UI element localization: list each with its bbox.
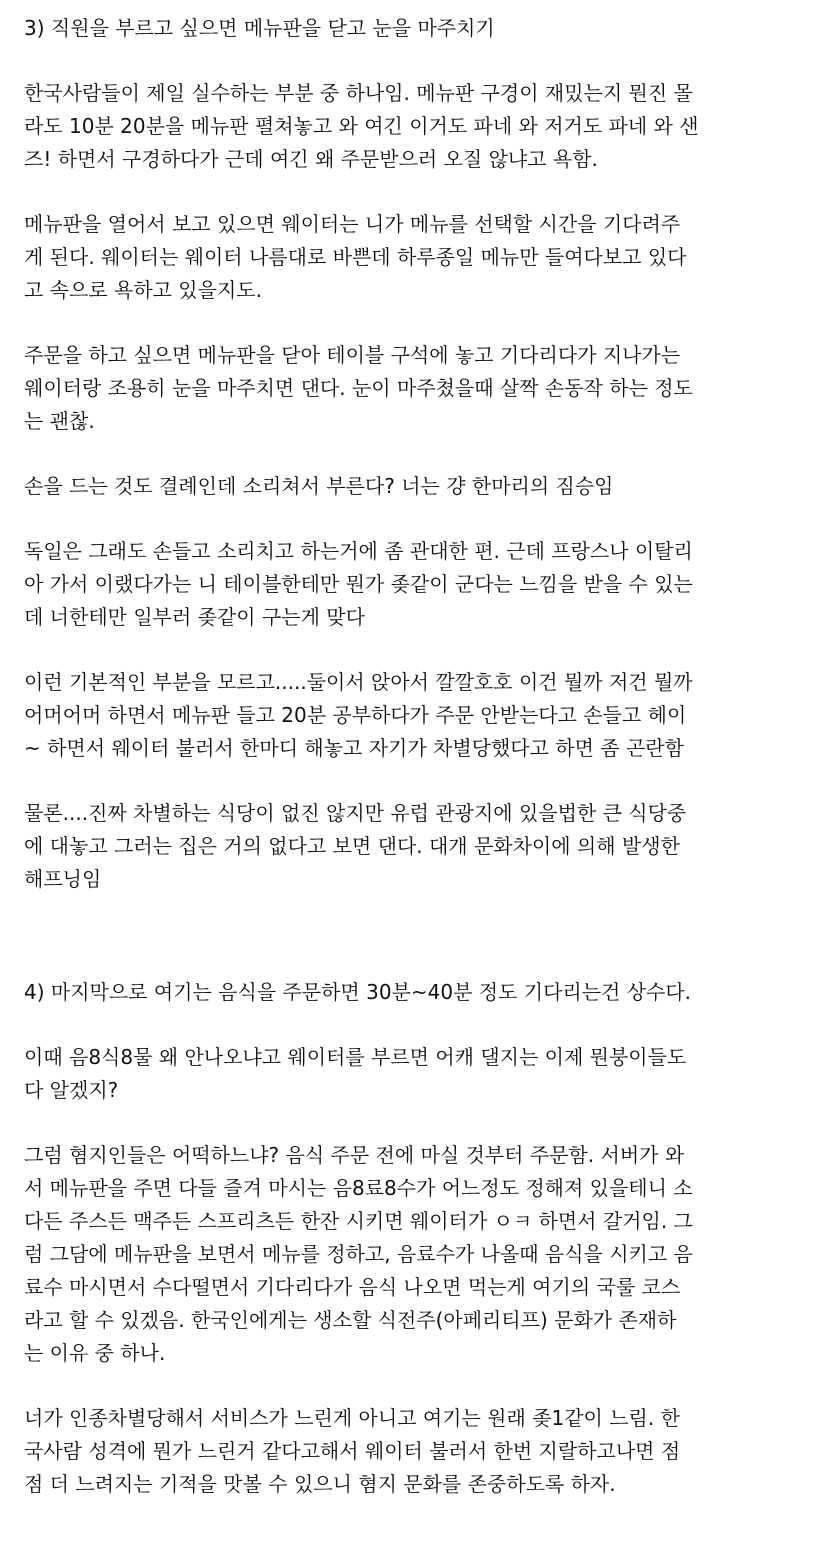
section-3-paragraph-4: 손을 드는 것도 결례인데 소리쳐서 부른다? 너는 걍 한마리의 짐승임 [24, 474, 614, 498]
section-4-heading: 4) 마지막으로 여기는 음식을 주문하면 30분~40분 정도 기다리는건 상수다. [24, 980, 692, 1004]
section-3-paragraph-3: 주문을 하고 싶으면 메뉴판을 닫아 테이블 구석에 놓고 기다리다가 지나가는 웨이터랑 조용히 눈을 마주치면 댄다. 눈이 마주쳤을때 살짝 손동작 하는 정도 는 괜찮. [24, 343, 693, 433]
section-3-paragraph-5: 독일은 그래도 손들고 소리치고 하는거에 좀 관대한 편. 근데 프랑스나 이탈리 아 가서 이랬다가는 니 테이블한테만 뭔가 좆같이 군다는 느낌을 받을 수 있는 데 너한테만 일부러 좆같이 구는게 맞다 [24, 539, 693, 629]
section-3-paragraph-7: 물론....진짜 차별하는 식당이 없진 않지만 유럽 관광지에 있을법한 큰 식당중 에 대놓고 그러는 집은 거의 없다고 보면 댄다. 대개 문화차이에 의해 발생한 해프닝임 [24, 801, 687, 891]
section-4-paragraph-2: 그럼 혐지인들은 어떡하느냐? 음식 주문 전에 마실 것부터 주문함. 서버가 와 서 메뉴판을 주면 다들 즐겨 마시는 음8료8수가 어느정도 정해져 있을테니 소 다든 주스든 맥주든 스프리츠든 한잔 시키면 웨이터가 ㅇㅋ 하면서 갈거임. 그 럼 그담에 메뉴판을 보면서 메뉴를 정하고, 음료수가 나올때 음식을 시키고 음 료수 마시면서 수다떨면서 기다리다가 음식 나오면 먹는게 여기의 국룰 코스 라고 할 수 있겠음. 한국인에게는 생소할 식전주(아페리티프) 문화가 존재하 는 이유 중 하나. [24, 1143, 693, 1365]
section-3-paragraph-1: 한국사람들이 제일 실수하는 부분 중 하나임. 메뉴판 구경이 재밌는지 뭔진 몰 라도 10분 20분을 메뉴판 펼쳐놓고 와 여긴 이거도 파네 와 저거도 파네 와 샌 즈! 하면서 구경하다가 근데 여긴 왜 주문받으러 오질 않냐고 욕함. [24, 81, 699, 171]
section-3-paragraph-6: 이런 기본적인 부분을 모르고.....둘이서 앉아서 깔깔호호 이건 뭘까 저건 뭘까 어머어머 하면서 메뉴판 들고 20분 공부하다가 주문 안받는다고 손들고 헤이 ~ 하면서 웨이터 불러서 한마디 해놓고 자기가 차별당했다고 하면 좀 곤란함 [24, 670, 693, 760]
section-3-paragraph-2: 메뉴판을 열어서 보고 있으면 웨이터는 니가 메뉴를 선택할 시간을 기다려주 게 된다. 웨이터는 웨이터 나름대로 바쁜데 하루종일 메뉴만 들여다보고 있다 고 속으로 욕하고 있을지도. [24, 212, 687, 302]
section-3-heading: 3) 직원을 부르고 싶으면 메뉴판을 닫고 눈을 마주치기 [24, 16, 495, 40]
section-4-paragraph-1: 이때 음8식8물 왜 안나오냐고 웨이터를 부르면 어캐 댈지는 이제 뭔붕이들도 다 알겠지? [24, 1045, 687, 1102]
section-spacer [24, 928, 816, 976]
section-4-paragraph-3: 너가 인종차별당해서 서비스가 느린게 아니고 여기는 원래 좆1같이 느림. 한 국사람 성격에 뭔가 느린거 같다고해서 웨이터 불러서 한번 지랄하고나면 점 점 더 느려지는 기적을 맛볼 수 있으니 혐지 문화를 존중하도록 하자. [24, 1406, 681, 1496]
